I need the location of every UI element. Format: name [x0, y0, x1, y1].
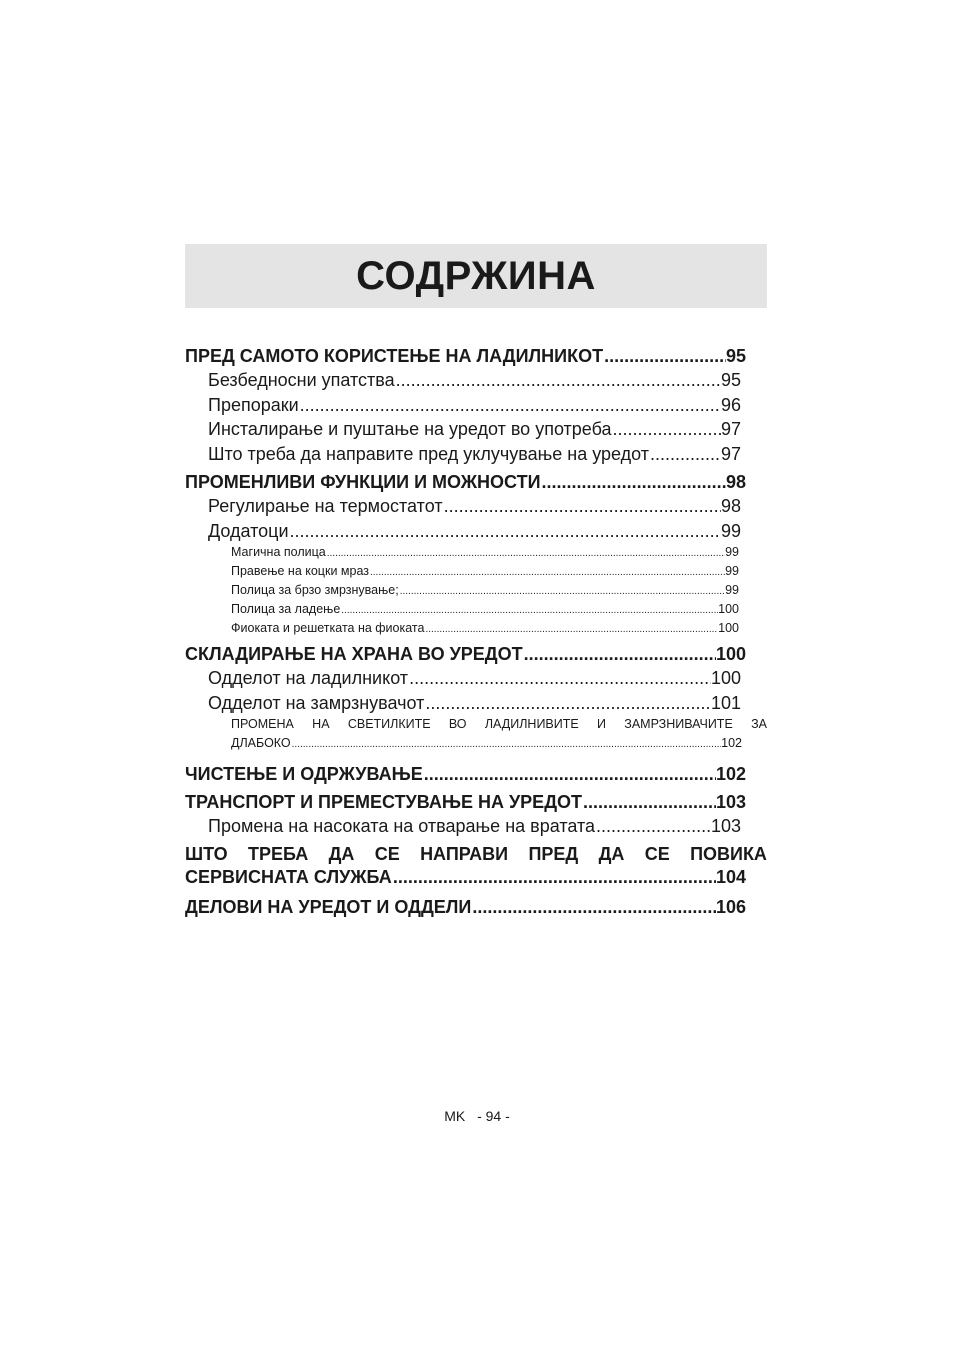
toc-entry-s3-2-1[interactable]	[231, 715, 767, 754]
toc-label: ТРАНСПОРТ И ПРЕМЕСТУВАЊЕ НА УРЕДОТ	[185, 792, 583, 812]
toc-page-number: 99	[720, 520, 741, 541]
toc-word: СЕ	[374, 843, 400, 864]
toc-entry-s1-4[interactable]	[208, 442, 741, 467]
toc-word: И	[597, 717, 606, 731]
toc-label: Промена на насоката на отварање на вратата	[208, 816, 596, 836]
toc-label: Додатоци	[208, 520, 289, 541]
toc-page-number: 106	[715, 896, 746, 917]
toc-entry-s2-1[interactable]	[208, 494, 741, 519]
toc-entry-s2[interactable]	[185, 470, 746, 494]
toc-label: Одделот на замрзнувачот	[208, 692, 425, 713]
toc-entry-s4[interactable]	[185, 762, 746, 786]
page-footer	[0, 1108, 954, 1124]
toc-entry-s2-2-2[interactable]	[231, 562, 739, 581]
toc-page-number: 98	[725, 472, 746, 492]
table-of-contents	[185, 344, 767, 919]
title-banner	[185, 244, 767, 308]
toc-page-number: 100	[710, 668, 741, 688]
toc-label-line-1	[185, 843, 767, 866]
toc-label: Инсталирање и пуштање на уредот во употреба	[208, 419, 612, 439]
toc-word: ПОВИКА	[690, 843, 767, 864]
dot-leader	[649, 442, 721, 467]
toc-page-number: 102	[721, 736, 742, 750]
dot-leader	[299, 393, 721, 418]
dot-leader	[291, 735, 721, 754]
toc-word: ПРОМЕНА	[231, 717, 294, 731]
toc-page-number: 97	[720, 443, 741, 464]
toc-word: ТРЕБА	[247, 843, 309, 864]
toc-page-number: 97	[720, 419, 741, 439]
toc-label-line-2	[185, 866, 746, 889]
dot-leader	[289, 519, 721, 544]
toc-page-number: 101	[710, 692, 741, 713]
dot-leader	[582, 790, 716, 814]
toc-word: СВЕТИЛКИТЕ	[347, 717, 431, 731]
dot-leader	[369, 563, 725, 581]
toc-entry-s2-2[interactable]	[208, 519, 741, 544]
dot-leader	[395, 368, 721, 393]
toc-label: Правење на коцки мраз	[231, 564, 369, 578]
toc-label-line-1	[231, 715, 767, 734]
toc-label: Безбедносни упатства	[208, 370, 395, 390]
toc-word: ВО	[448, 717, 467, 731]
toc-page-number: 103	[715, 792, 746, 812]
page-title: СОДРЖИНА	[356, 253, 596, 298]
toc-entry-s2-2-3[interactable]	[231, 581, 739, 600]
toc-entry-s2-2-1[interactable]	[231, 543, 739, 562]
toc-page-number: 95	[720, 370, 741, 390]
toc-label: СЕРВИСНАТА СЛУЖБА	[185, 866, 392, 887]
dot-leader	[603, 344, 726, 368]
toc-word: ПРЕД	[528, 843, 579, 864]
dot-leader	[340, 601, 718, 619]
toc-page-number: 102	[715, 764, 746, 784]
toc-entry-s1[interactable]	[185, 344, 746, 368]
toc-entry-s1-2[interactable]	[208, 393, 741, 418]
toc-page-number: 100	[718, 602, 739, 616]
toc-label: ПРЕД САМОТО КОРИСТЕЊЕ НА ЛАДИЛНИКОТ	[185, 346, 604, 366]
toc-page-number: 100	[718, 621, 739, 635]
toc-page-number: 98	[720, 496, 741, 516]
toc-word: ЗА	[751, 717, 767, 731]
dot-leader	[424, 620, 718, 638]
toc-label: ДЕЛОВИ НА УРЕДОТ И ОДДЕЛИ	[185, 896, 472, 917]
toc-label: Регулирање на термостатот	[208, 496, 443, 516]
toc-label: Одделот на ладилникот	[208, 668, 409, 688]
toc-word: НАПРАВИ	[420, 843, 509, 864]
dot-leader	[471, 895, 716, 919]
toc-page-number: 99	[725, 564, 739, 578]
toc-word: ШТО	[185, 843, 228, 864]
dot-leader	[595, 814, 711, 839]
dot-leader	[541, 470, 726, 494]
toc-label: Полица за ладење	[231, 602, 341, 616]
toc-entry-s2-2-5[interactable]	[231, 619, 739, 638]
toc-label: ПРОМЕНЛИВИ ФУНКЦИИ И МОЖНОСТИ	[185, 472, 541, 492]
toc-entry-s2-2-4[interactable]	[231, 600, 739, 619]
toc-label: ДЛАБОКО	[231, 736, 291, 750]
dot-leader	[423, 762, 716, 786]
footer-language: MK	[444, 1108, 466, 1124]
toc-entry-s3-2[interactable]	[208, 691, 741, 716]
toc-page-number: 99	[725, 545, 739, 559]
dot-leader	[326, 544, 725, 562]
toc-word: ЗАМРЗНИВАЧИТЕ	[624, 717, 733, 731]
toc-page-number: 95	[725, 346, 746, 366]
toc-label: Магична полица	[231, 545, 326, 559]
dot-leader	[408, 666, 711, 691]
dot-leader	[443, 494, 721, 519]
toc-word: ЛАДИЛНИВИТЕ	[484, 717, 579, 731]
toc-label: ЧИСТЕЊЕ И ОДРЖУВАЊЕ	[185, 764, 423, 784]
toc-word: ДА	[328, 843, 355, 864]
toc-page-number: 96	[720, 394, 741, 415]
toc-entry-s5[interactable]	[185, 790, 746, 814]
toc-label: Полица за брзо змрзнување;	[231, 583, 399, 597]
footer-page-number: - 94 -	[477, 1108, 510, 1124]
toc-entry-s1-1[interactable]	[208, 368, 741, 393]
toc-entry-s6[interactable]	[185, 843, 767, 889]
toc-label: Препораки	[208, 394, 299, 415]
toc-word: СЕ	[644, 843, 670, 864]
toc-label: СКЛАДИРАЊЕ НА ХРАНА ВО УРЕДОТ	[185, 644, 523, 664]
toc-word: ДА	[598, 843, 625, 864]
toc-page-number: 103	[710, 816, 741, 836]
dot-leader	[523, 642, 716, 666]
toc-label-line-2	[231, 734, 742, 754]
toc-word: НА	[312, 717, 330, 731]
toc-label: Фиоката и решетката на фиоката	[231, 621, 425, 635]
dot-leader	[399, 582, 725, 600]
toc-entry-s1-3[interactable]	[208, 417, 741, 442]
toc-page-number: 99	[725, 583, 739, 597]
dot-leader	[424, 691, 711, 716]
toc-page-number: 104	[715, 866, 746, 887]
toc-entry-s5-1[interactable]	[208, 814, 741, 839]
dot-leader	[392, 866, 716, 889]
toc-entry-s3-1[interactable]	[208, 666, 741, 691]
toc-entry-s3[interactable]	[185, 642, 746, 666]
toc-label: Што треба да направите пред уклучување на уредот	[208, 443, 650, 464]
toc-page-number: 100	[715, 644, 746, 664]
dot-leader	[612, 417, 721, 442]
toc-entry-s7[interactable]	[185, 895, 746, 919]
